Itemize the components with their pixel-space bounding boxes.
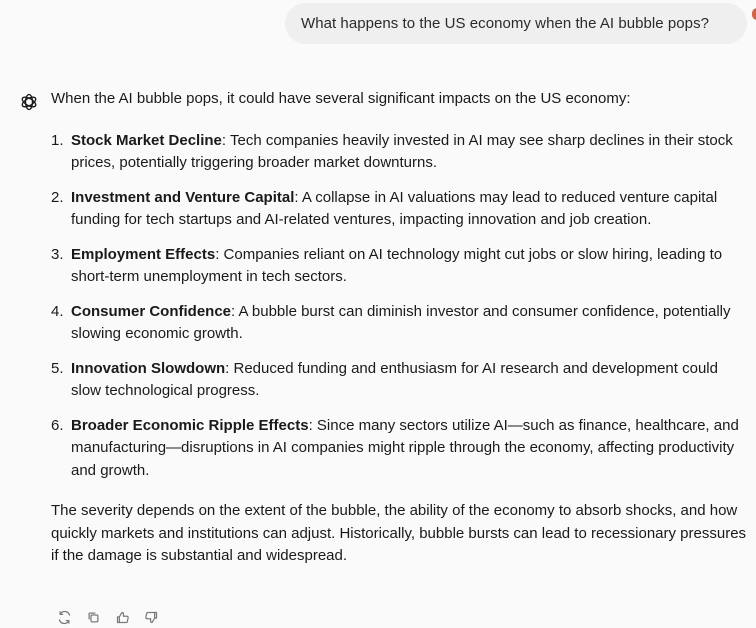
list-item-text: : Companies reliant on AI technology might cut jobs or slow hiring, leading to short-term unemployment in tech sectors. [71,245,723,285]
list-item-text: : A bubble burst can diminish investor and consumer confidence, potentially slowing economic growth. [71,302,731,342]
assistant-logo-icon [19,92,39,112]
regenerate-icon [57,610,72,625]
list-item [51,358,747,403]
thumbs-up-button[interactable] [114,609,131,626]
thumbs-down-button[interactable] [143,609,160,626]
impact-list [51,130,747,483]
list-item [51,244,747,289]
thumbs-down-icon [144,610,159,625]
list-item [51,415,747,483]
response-conclusion: The severity depends on the extent of the bubble, the ability of the economy to absorb shocks, and how quickly markets and institutions can adjust. Historically, bubble bursts can lead to recessionary pressures if the damage is substantial and widespread. [51,502,747,564]
response-actions [56,609,160,626]
user-message-bubble [285,3,747,44]
list-item-text: : Reduced funding and enthusiasm for AI research and development could slow technological progress. [71,359,718,399]
assistant-response [51,88,747,568]
list-item [51,301,747,346]
list-item-title: Employment Effects [71,245,216,263]
list-item-text: : A collapse in AI valuations may lead to reduced venture capital funding for tech startups and AI-related ventures, impacting innovation and job creation. [71,188,718,228]
copy-icon [86,610,101,625]
thumbs-up-icon [115,610,130,625]
list-item-title: Innovation Slowdown [71,359,226,377]
list-item-number: 1. [51,131,64,149]
list-item-text: : Since many sectors utilize AI—such as finance, healthcare, and manufacturing—disruptions in AI companies might ripple through the economy, affecting productivity and growth. [71,416,739,479]
regenerate-button[interactable] [56,609,73,626]
list-item-number: 5. [51,359,64,377]
user-avatar [752,8,756,20]
list-item-number: 6. [51,416,64,434]
user-message-text: What happens to the US economy when the AI bubble pops? [301,15,710,32]
list-item-title: Investment and Venture Capital [71,188,295,206]
list-item-title: Consumer Confidence [71,302,232,320]
copy-button[interactable] [85,609,102,626]
list-item-text: : Tech companies heavily invested in AI may see sharp declines in their stock prices, potentially triggering broader market downturns. [71,131,733,171]
list-item [51,187,747,232]
list-item-number: 3. [51,245,64,263]
response-intro: When the AI bubble pops, it could have several significant impacts on the US economy: [51,90,631,107]
list-item-title: Stock Market Decline [71,131,222,149]
list-item [51,130,747,175]
list-item-number: 4. [51,302,64,320]
list-item-number: 2. [51,188,64,206]
list-item-title: Broader Economic Ripple Effects [71,416,309,434]
